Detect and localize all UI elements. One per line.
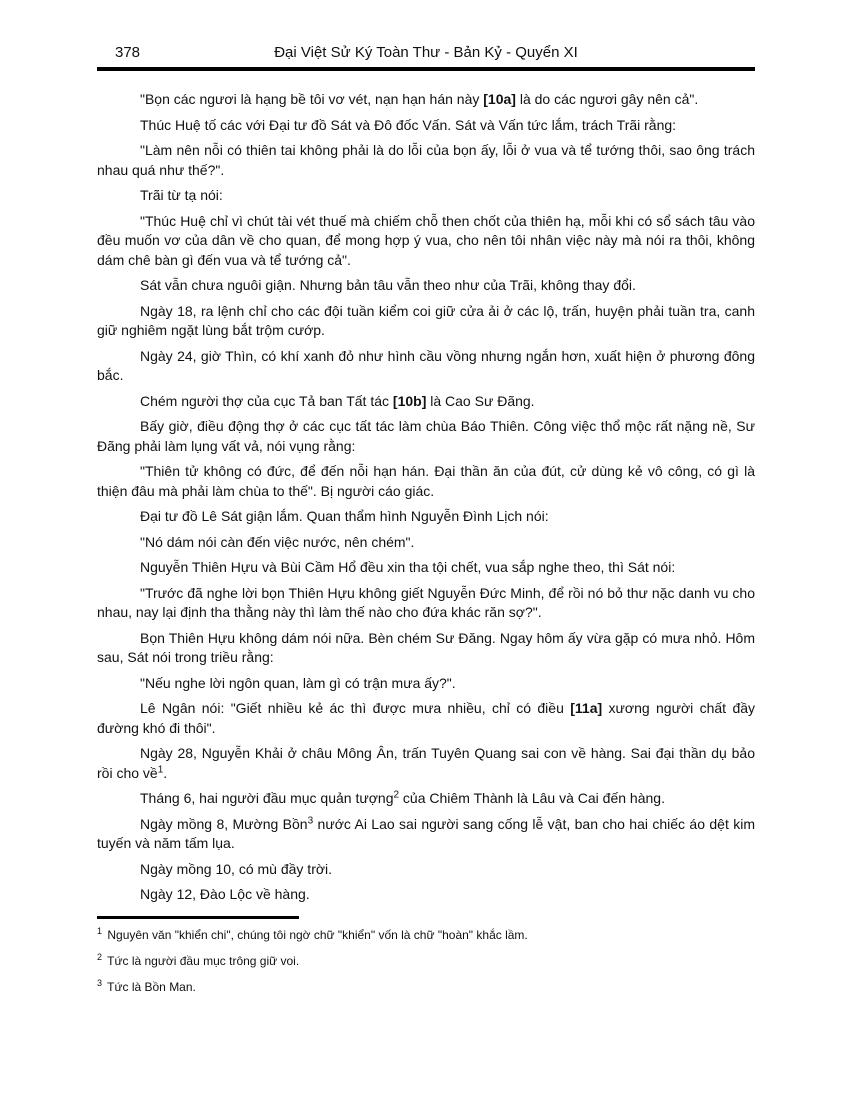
paragraph: Ngày 18, ra lệnh chỉ cho các đội tuần kiểm coi giữ cửa ải ở các lộ, trấn, huyện phải tuần tra, canh giữ nghiêm ngặt lùng bắt trộm cướp. bbox=[97, 302, 755, 338]
paragraph: Ngày 12, Đào Lộc về hàng. bbox=[140, 886, 310, 902]
footnote-marker: 3 bbox=[97, 978, 103, 988]
page-header bbox=[97, 44, 755, 66]
folio-ref: [10b] bbox=[392, 392, 427, 409]
paragraph: Sát vẫn chưa nguôi giận. Nhưng bản tâu vẫn theo như của Trãi, không thay đổi. bbox=[140, 277, 636, 293]
paragraph: Đại tư đồ Lê Sát giận lắm. Quan thẩm hình Nguyễn Đình Lịch nói: bbox=[140, 508, 549, 524]
paragraph: Ngày 24, giờ Thìn, có khí xanh đỏ như hình cầu vồng nhưng ngắn hơn, xuất hiện ở phương đông bắc. bbox=[97, 347, 755, 383]
page-number: 378 bbox=[115, 44, 141, 61]
paragraph: Bấy giờ, điều động thợ ở các cục tất tác làm chùa Báo Thiên. Công việc thổ mộc rất nặng nề, Sư Đãng phải làm lụng vất vả, nói vụng rằng: bbox=[97, 418, 755, 454]
footnote: $^1$ Nguyên văn "khiển chi", chúng tôi ngờ chữ "khiển" vốn là chữ "hoàn" khắc lầm. bbox=[97, 926, 528, 942]
footnote-divider bbox=[97, 916, 299, 919]
header-title: Đại Việt Sử Ký Toàn Thư - Bản Kỷ - Quyển XI bbox=[274, 44, 578, 61]
footnote-ref: 2 bbox=[393, 789, 400, 801]
paragraph: Trãi từ tạ nói: bbox=[140, 187, 223, 203]
folio-ref: [11a] bbox=[570, 700, 603, 716]
footnote-ref: 1 bbox=[157, 763, 164, 775]
paragraph: "Nó dám nói càn đến việc nước, nên chém". bbox=[140, 533, 415, 550]
paragraph: Ngày 28, Nguyễn Khải ở châu Mông Ân, trấn Tuyên Quang sai con về hàng. Sai đại thần dụ bảo rồi cho về$^1$. bbox=[97, 745, 755, 781]
paragraph: Chém người thợ của cục Tả ban Tất tác [10b] là Cao Sư Đãng. bbox=[140, 392, 535, 409]
footnote: $^3$ Tức là Bồn Man. bbox=[97, 978, 196, 994]
paragraph: "Trước đã nghe lời bọn Thiên Hựu không giết Nguyễn Đức Minh, để rồi nó bỏ thư nặc danh vu cho nhau, nay lại định tha thằng này thì làm thế nào cho đứa khác răn sợ?". bbox=[97, 584, 755, 620]
paragraph: Ngày mồng 10, có mù đầy trời. bbox=[140, 860, 333, 877]
footnotes bbox=[97, 927, 755, 1005]
paragraph: Lê Ngân nói: "Giết nhiều kẻ ác thì được mưa nhiều, chỉ có điều [11a] xương người chất đầy đường khó đi thôi". bbox=[97, 700, 756, 736]
folio-ref: [10a] bbox=[483, 91, 516, 107]
paragraph: Nguyễn Thiên Hựu và Bùi Cầm Hổ đều xin tha tội chết, vua sắp nghe theo, thì Sát nói: bbox=[140, 559, 676, 575]
footnote-marker: 1 bbox=[97, 926, 103, 936]
paragraph: "Nếu nghe lời ngôn quan, làm gì có trận mưa ấy?". bbox=[140, 674, 456, 691]
header-rule bbox=[97, 67, 755, 71]
paragraph: "Bọn các ngươi là hạng bề tôi vơ vét, nạn hạn hán này [10a] là do các ngươi gây nên cả". bbox=[140, 91, 699, 107]
footnote-marker: 2 bbox=[97, 952, 103, 962]
footnote-ref: 3 bbox=[307, 814, 314, 826]
paragraph: Ngày mồng 8, Mường Bồn$^3$ nước Ai Lao sai người sang cống lễ vật, ban cho hai chiếc áo dệt kim tuyến và năm tấm lụa. bbox=[97, 814, 755, 851]
paragraph: Tháng 6, hai người đầu mục quản tượng$^2$ của Chiêm Thành là Lâu và Cai đến hàng. bbox=[140, 789, 665, 806]
paragraph: Thúc Huệ tố các với Đại tư đồ Sát và Đô đốc Vấn. Sát và Vấn tức lắm, trách Trãi rằng: bbox=[140, 116, 677, 133]
body-text bbox=[97, 90, 755, 911]
paragraph: "Thiên tử không có đức, để đến nỗi hạn hán. Đại thần ăn của đút, cử dùng kẻ vô công, có gì là thiện đâu mà phải làm chùa to thế". Bị người cáo giác. bbox=[97, 463, 755, 499]
footnote: $^2$ Tức là người đầu mục trông giữ voi. bbox=[97, 952, 300, 968]
paragraph: "Làm nên nỗi có thiên tai không phải là do lỗi của bọn ấy, lỗi ở vua và tể tướng thôi, sao ông trách nhau quá như thế?". bbox=[97, 142, 755, 178]
paragraph: Bọn Thiên Hựu không dám nói nữa. Bèn chém Sư Đăng. Ngay hôm ấy vừa gặp có mưa nhỏ. Hôm sau, Sát nói trong triều rằng: bbox=[97, 629, 755, 665]
paragraph: "Thúc Huệ chỉ vì chút tài vét thuế mà chiếm chỗ then chốt của thiên hạ, mỗi khi có sổ sách tâu vào đều muốn vơ của dân về cho quan, để mong hợp ý vua, cho nên tôi nhân việc này mà nói ra thôi, không dám chê bàn gì đến vua và tể tướng cả". bbox=[97, 212, 755, 268]
